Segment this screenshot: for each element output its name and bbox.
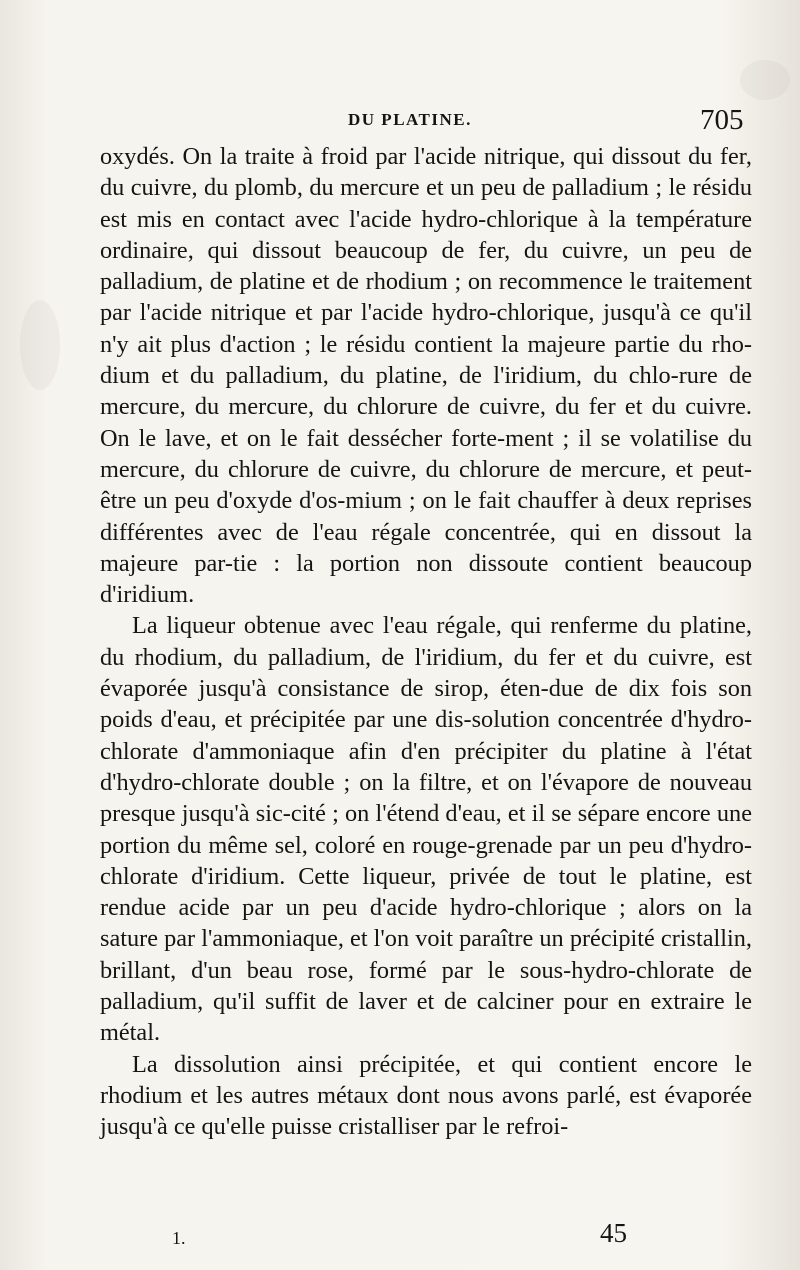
text-line: chlorique à la température ordinaire, qui dissout beaucoup: [100, 205, 752, 264]
text-line: du chlorure de mercure, et peut-être un peu d'oxyde d'os-: [100, 455, 752, 515]
page-footer: [0, 1218, 800, 1258]
body-paragraph: [100, 1049, 752, 1143]
text-line: oxydés. On la traite à froid par l'acide nitrique, qui dissout: [100, 143, 681, 170]
text-line: de fer, du cuivre, un peu de palladium, de platine et de: [100, 236, 752, 296]
text-line: et par l'acide hydro-chlorique, jusqu'à ce qu'il n'y ait: [100, 299, 753, 358]
body-paragraph: [100, 610, 752, 1048]
text-line: La dissolution ainsi précipitée, et qui contient encore le: [132, 1050, 752, 1078]
page-header: [0, 104, 800, 144]
paper-stain: [740, 60, 790, 100]
text-line: dium et du palladium, du platine, de l'iridium, du chlo-: [100, 362, 679, 390]
text-line: solution concentrée d'hydro-chlorate d'ammoniaque afin: [100, 706, 752, 765]
text-line: on la filtre, et on l'évapore de nouveau presque jusqu'à sic-: [100, 768, 752, 828]
text-line: mium ; on le fait chauffer à deux reprises différentes avec: [100, 487, 752, 546]
body-text: [100, 141, 752, 1143]
page-number: 705: [700, 104, 744, 136]
text-line: chlorate d'iridium. Cette liqueur, privée de tout le platine,: [100, 862, 713, 890]
text-line: La liqueur obtenue avec l'eau régale, qui renferme du: [132, 612, 672, 640]
text-line: fer et du cuivre. On le lave, et on le fait dessécher forte-: [100, 393, 752, 452]
text-line: rure de mercure, du mercure, du chlorure de cuivre, du: [100, 362, 752, 421]
text-line: du fer, du cuivre, du plomb, du mercure et un peu de: [100, 143, 752, 202]
text-line: d'en précipiter du platine à l'état d'hydro-chlorate double ;: [100, 737, 753, 796]
text-line: rhodium et les autres métaux dont nous avons parlé, est: [100, 1081, 657, 1109]
text-line: cité ; on l'étend d'eau, et il se sépare encore une portion du: [100, 800, 752, 859]
text-line: tie : la portion non dissoute contient beaucoup d'iridium.: [100, 549, 752, 609]
text-line: est rendue acide par un peu d'acide hydro-chlorique ; alors: [100, 862, 752, 922]
text-line: on la sature par l'ammoniaque, et l'on voit paraître un: [100, 894, 753, 953]
text-line: due de dix fois son poids d'eau, et précipitée par une dis-: [100, 675, 753, 734]
body-paragraph: [100, 141, 752, 610]
text-line: de l'eau régale concentrée, qui en dissout la majeure par-: [100, 518, 753, 577]
text-line: évaporée jusqu'à ce qu'elle puisse cristalliser par le refroi-: [100, 1081, 752, 1141]
text-line: platine, du rhodium, du palladium, de l'iridium, du fer et: [100, 612, 753, 671]
text-line: précipité cristallin, brillant, d'un beau rose, formé par le: [100, 925, 752, 984]
text-line: du cuivre, est évaporée jusqu'à consistance de sirop, éten-: [100, 643, 752, 703]
text-line: ment ; il se volatilise du mercure, du chlorure de cuivre,: [100, 424, 752, 483]
text-line: plus d'action ; le résidu contient la majeure partie du rho-: [170, 330, 752, 358]
text-line: sous-hydro-chlorate de palladium, qu'il suffit de laver et: [100, 956, 753, 1016]
running-head: DU PLATINE.: [348, 110, 472, 129]
paper-stain: [20, 300, 60, 390]
text-line: rhodium ; on recommence le traitement par l'acide nitrique: [100, 268, 752, 327]
text-line: même sel, coloré en rouge-grenade par un peu d'hydro-: [208, 831, 753, 859]
text-line: palladium ; le résidu est mis en contact avec l'acide hydro-: [100, 174, 752, 233]
signature-mark: 1.: [172, 1228, 186, 1248]
gathering-number: 45: [600, 1218, 627, 1248]
text-line: de calciner pour en extraire le métal.: [100, 988, 752, 1047]
